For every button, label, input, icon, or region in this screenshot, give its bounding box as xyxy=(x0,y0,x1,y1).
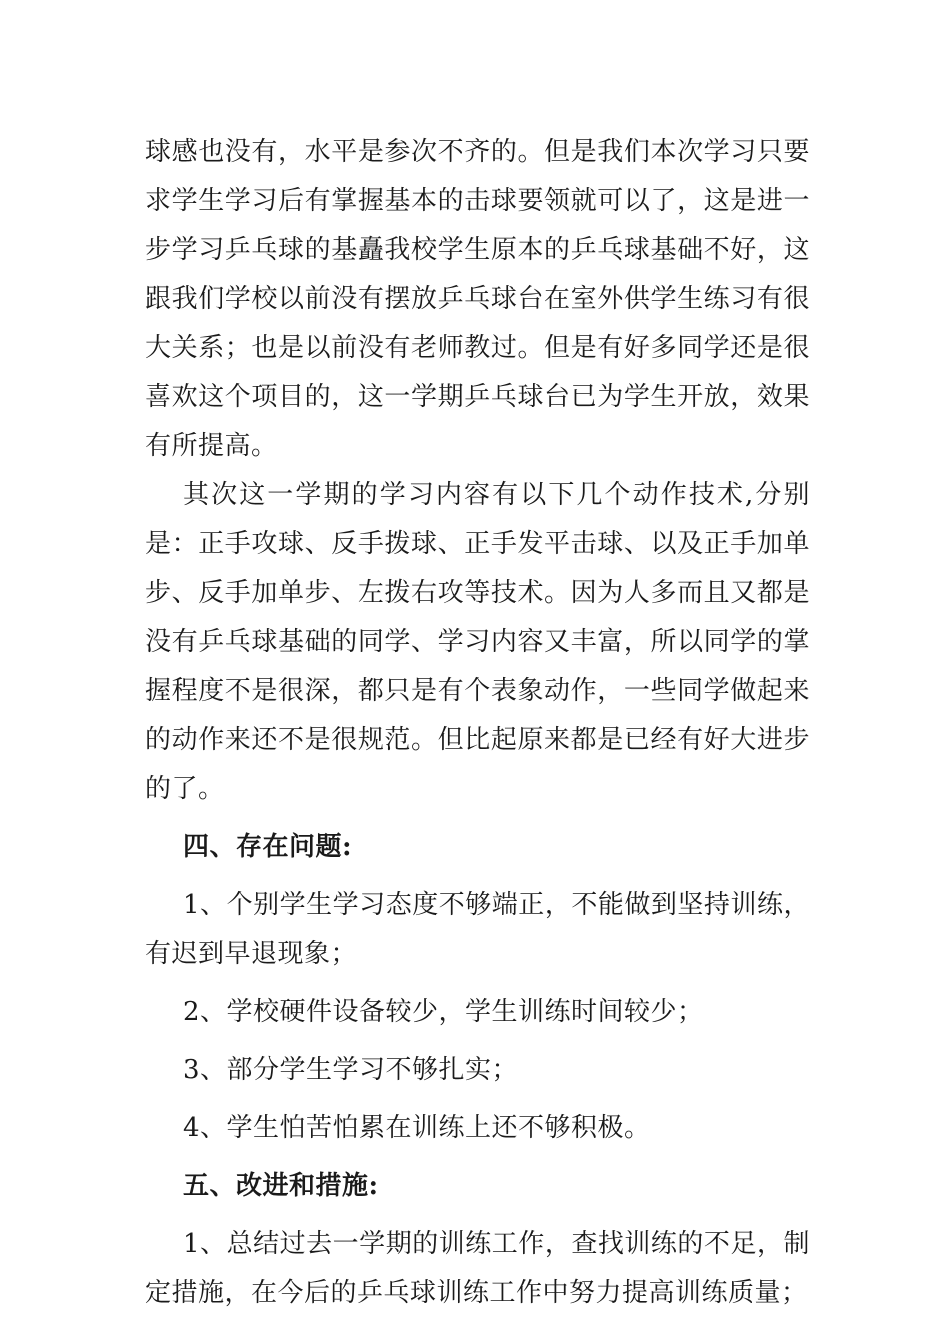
document-body xyxy=(145,128,810,1318)
problem-item-4: 4、学生怕苦怕累在训练上还不够积极。 xyxy=(183,1113,651,1143)
paragraph-table-tennis-basics: 球感也没有，水平是参次不齐的。但是我们本次学习只要求学生学习后有掌握基本的击球要领就可以了，这是进一步学习乒乓球的基矗我校学生原本的乒乓球基础不好，这跟我们学校以前没有摆放乒乓球台在室外供学生练习有很大关系；也是以前没有老师教过。但是有好多同学还是很喜欢这个项目的，这一学期乒乓球台已为学生开放，效果有所提高。 xyxy=(145,137,810,461)
improvement-item-1: 1、总结过去一学期的训练工作，查找训练的不足，制定措施，在今后的乒乓球训练工作中努力提高训练质量； xyxy=(145,1229,810,1308)
section-heading-improvements: 五、改进和措施: xyxy=(183,1171,379,1201)
problem-item-2: 2、学校硬件设备较少，学生训练时间较少； xyxy=(183,997,704,1027)
problem-item-1: 1、个别学生学习态度不够端正，不能做到坚持训练，有迟到早退现象； xyxy=(145,890,810,969)
paragraph-learning-content: 其次这一学期的学习内容有以下几个动作技术,分别是：正手攻球、反手拨球、正手发平击球、以及正手加单步、反手加单步、左拨右攻等技术。因为人多而且又都是没有乒乓球基础的同学、学习内容又丰富，所以同学的掌握程度不是很深，都只是有个表象动作，一些同学做起来的动作来还不是很规范。但比起原来都是已经有好大进步的了。 xyxy=(145,480,810,804)
section-heading-problems: 四、存在问题: xyxy=(183,832,353,862)
problem-item-3: 3、部分学生学习不够扎实； xyxy=(183,1055,519,1085)
